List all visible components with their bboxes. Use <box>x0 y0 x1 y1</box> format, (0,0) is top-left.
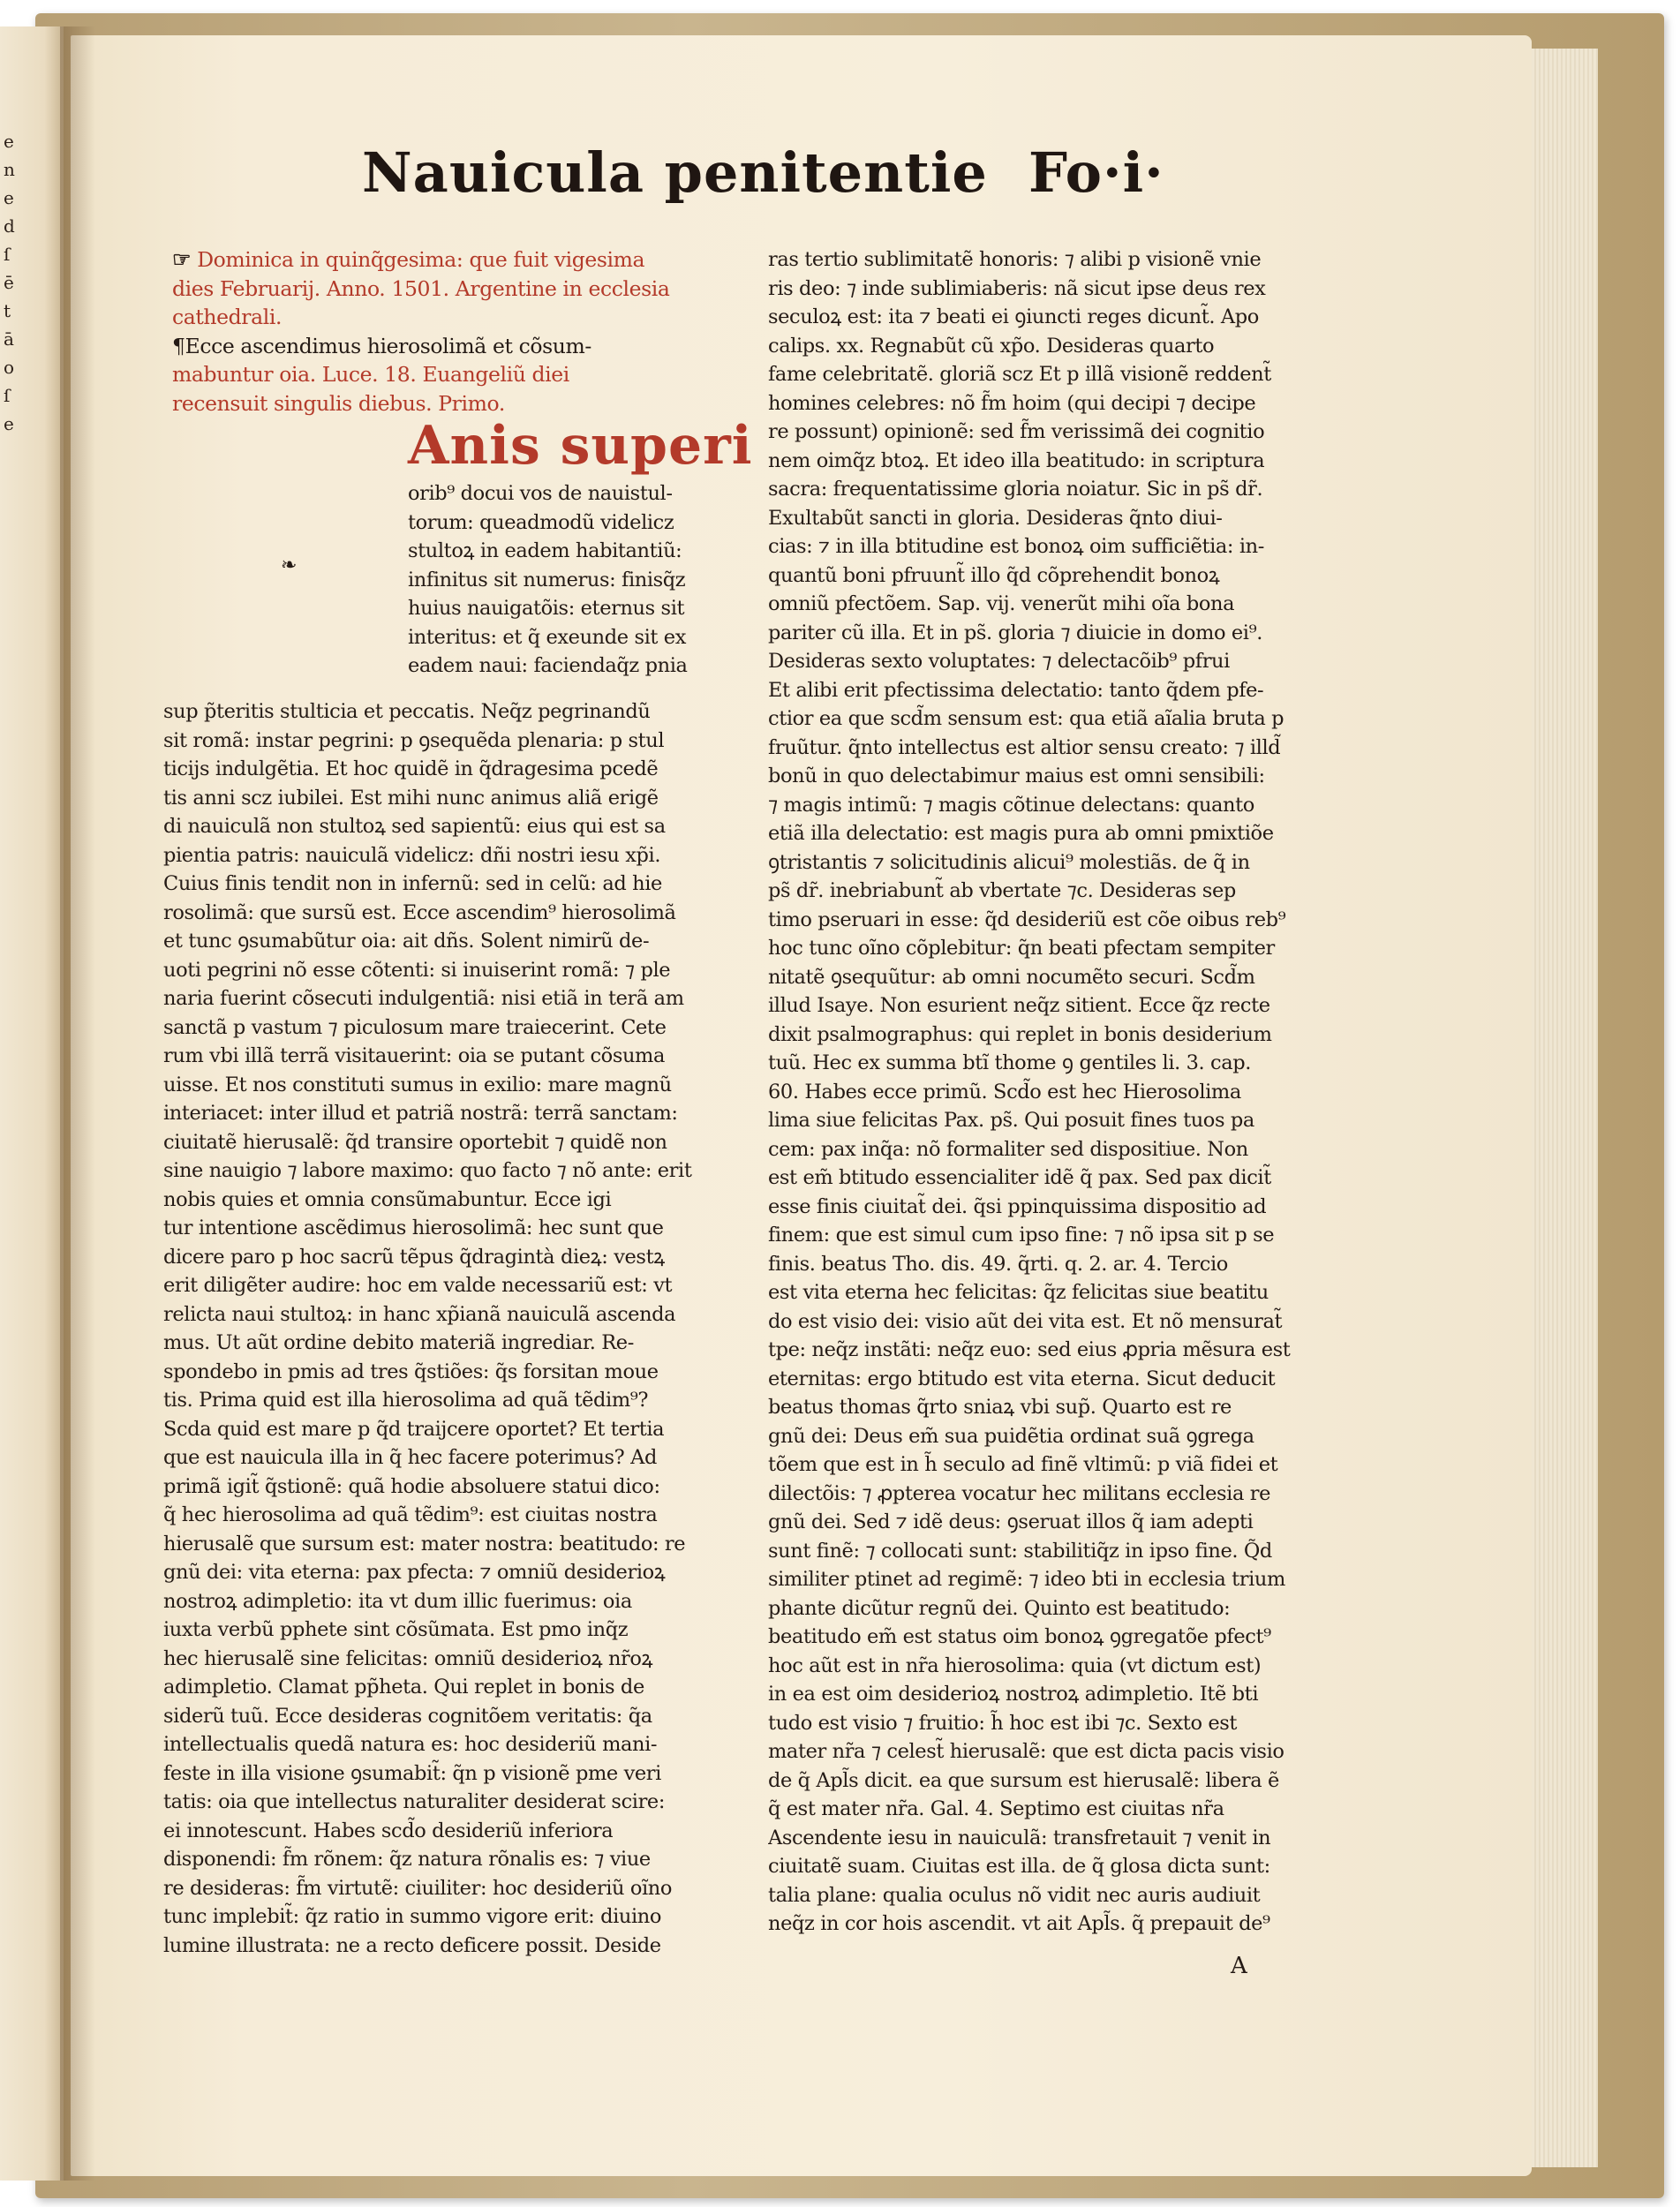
text-line: spondebo in pmis ad tres q̃stiões: q̃s forsitan moue <box>163 1360 659 1383</box>
text-line: tpe: neq̃z instãti: neq̃z euo: sed eius ꝓpria mẽsura est <box>768 1338 1291 1361</box>
rubric-line: cathedrali. <box>172 305 283 329</box>
text-line: tur intentione ascẽdimus hierosolimã: hec sunt que <box>163 1216 664 1239</box>
gospel-line: recensuit singulis diebus. Primo. <box>172 390 505 416</box>
rubric-block <box>172 245 737 418</box>
left-page-fragment: e <box>4 131 14 152</box>
text-line: re desideras: f̃m virtutẽ: ciuiliter: hoc desideriũ oĩno <box>163 1876 673 1900</box>
text-line: tuũ. Hec ex summa btĩ thome ꝯ gentiles li. 3. cap. <box>768 1051 1252 1074</box>
text-line: homines celebres: nõ f̃m hoim (qui decipi ⁊ decipe <box>768 391 1256 415</box>
left-page-edge <box>0 26 64 2181</box>
text-line: ris deo: ⁊ inde sublimiaberis: nã sicut ipse deus rex <box>768 276 1266 300</box>
fleuron-icon: ❧ <box>281 554 298 576</box>
text-line: sunt finẽ: ⁊ collocati sunt: stabilitiq̃z in ipso fine. Q̃d <box>768 1539 1272 1563</box>
text-line: phante dicũtur regnũ dei. Quinto est beatitudo: <box>768 1596 1231 1620</box>
text-line: ei innotescunt. Habes scd̃o desideriũ inferiora <box>163 1819 614 1842</box>
text-line: Ascendente iesu in nauiculã: transfretauit ⁊ venit in <box>768 1826 1271 1849</box>
text-line: sine nauigio ⁊ labore maximo: quo facto ⁊ nõ ante: erit <box>163 1159 692 1182</box>
text-line: ⁊ magis intimũ: ⁊ magis cõtinue delectans: quanto <box>768 793 1254 817</box>
text-line: et tunc ꝯsumabũtur oia: ait dñs. Solent nimirũ de- <box>163 930 650 953</box>
left-page-fragment: n <box>4 159 15 180</box>
pointing-hand-icon: ☞ <box>172 246 192 272</box>
text-line: de q̃ Apl̃s dicit. ea que sursum est hierusalẽ: libera ẽ <box>768 1768 1279 1792</box>
text-line: interitus: et q̃ exeunde sit ex <box>408 625 686 649</box>
text-line: gnũ dei. Sed ⁊ idẽ deus: ꝯseruat illos q̃ iam adepti <box>768 1510 1254 1533</box>
text-line: tudo est visio ⁊ fruitio: h̃ hoc est ibi ⁊c. Sexto est <box>768 1711 1238 1735</box>
text-line: neq̃z in cor hois ascendit. vt ait Apl̃s. q̃ prepauit de⁹ <box>768 1912 1270 1935</box>
text-line: hoc tunc oĩno cõplebitur: q̃n beati pfectam sempiter <box>768 937 1275 960</box>
text-line: tunc implebit̃: q̃z ratio in summo vigore erit: diuino <box>163 1905 662 1928</box>
text-line: timo pseruari in esse: q̃d desideriũ est cõe oibus reb⁹ <box>768 908 1286 931</box>
text-line: disponendi: f̃m rõnem: q̃z natura rõnalis es: ⁊ viue <box>163 1848 651 1871</box>
text-line: pariter cũ illa. Et in ps̃. gloria ⁊ diuicie in domo ei⁹. <box>768 621 1262 644</box>
text-line: Scda quid est mare p q̃d traijcere oportet? Et tertia <box>163 1417 665 1441</box>
text-line: Cuius finis tendit non in infernũ: sed in celũ: ad hie <box>163 872 662 895</box>
right-column <box>768 245 1342 1939</box>
text-line: nitatẽ ꝯsequũtur: ab omni nocumẽto securi. Scd̃m <box>768 965 1255 989</box>
text-line: dilectõis: ⁊ ꝓpterea vocatur hec militans ecclesia re <box>768 1481 1270 1505</box>
left-page-fragment: ſ <box>4 244 11 265</box>
text-line: rosolimã: que sursũ est. Ecce ascendim⁹ hierosolimã <box>163 900 676 924</box>
running-head-title: Nauicula penitentie <box>362 140 988 205</box>
gospel-line <box>172 332 737 361</box>
text-line: fame celebritatẽ. gloriã scz Et p illã visionẽ reddent̃ <box>768 363 1271 386</box>
text-line: hoc aũt est in nr̃a hierosolima: quia (vt dictum est) <box>768 1653 1262 1677</box>
text-line: Exultabũt sancti in gloria. Desideras q̃nto diui- <box>768 506 1223 530</box>
text-line: finis. beatus Tho. dis. 49. q̃rti. q. 2. ar. 4. Tercio <box>768 1252 1228 1276</box>
signature-mark: A <box>1231 1953 1247 1979</box>
text-line: nostroꝝ adimpletio: ita vt dum illic fuerimus: oia <box>163 1589 632 1613</box>
text-line: mus. Ut aũt ordine debito materiã ingrediar. Re- <box>163 1331 634 1354</box>
text-line: do est visio dei: visio aũt dei vita est. Et nõ mensurat̃ <box>768 1309 1283 1333</box>
text-line: fruũtur. q̃nto intellectus est altior sensu creato: ⁊ illd̃ <box>768 735 1281 759</box>
text-line: esse finis ciuitat̃ dei. q̃si ppinquissima dispositio ad <box>768 1194 1267 1218</box>
text-line: infinitus sit numerus: finisq̃z <box>408 568 686 591</box>
text-line: est vita eterna hec felicitas: q̃z felicitas siue beatitu <box>768 1281 1269 1304</box>
text-line: adimpletio. Clamat pp̃heta. Qui replet in bonis de <box>163 1676 644 1699</box>
text-line: mater nr̃a ⁊ celest̃ hierusalẽ: que est dicta pacis visio <box>768 1740 1284 1763</box>
text-line: hec hierusalẽ sine felicitas: omniũ desiderioꝝ nr̃oꝝ <box>163 1646 653 1670</box>
text-line: dixit psalmographus: qui replet in bonis desiderium <box>768 1022 1272 1046</box>
text-line: eternitas: ergo btitudo est vita eterna. Sicut deducit <box>768 1367 1276 1390</box>
left-page-fragment: e <box>4 187 14 208</box>
text-line: quantũ boni pfruunt̃ illo q̃d cõprehendit bonoꝝ <box>768 563 1220 587</box>
text-line: sup p̃teritis stulticia et peccatis. Neq̃z pegrinandũ <box>163 700 651 723</box>
text-line: similiter ptinet ad regimẽ: ⁊ ideo bti in ecclesia trium <box>768 1568 1285 1591</box>
text-line: uoti pegrini nõ esse cõtenti: si inuiserint romã: ⁊ ple <box>163 958 671 982</box>
text-line: seculoꝝ est: ita ⁊ beati ei ꝯiuncti reges dicunt̃. Apo <box>768 305 1259 328</box>
text-line: interiacet: inter illud et patriã nostrã: terrã sanctam: <box>163 1102 678 1125</box>
text-line: gnũ dei: Deus em̃ sua puidẽtia ordinat suã ꝯgrega <box>768 1424 1254 1448</box>
text-line: intellectualis quedã natura es: hoc desideriũ mani- <box>163 1733 658 1756</box>
rubric-line: dies Februarij. Anno. 1501. Argentine in ecclesia <box>172 275 670 301</box>
text-line: Desideras sexto voluptates: ⁊ delectacõib⁹ pfrui <box>768 650 1230 673</box>
text-line: beatitudo em̃ est status oim bonoꝝ ꝯgregatõe pfect⁹ <box>768 1625 1271 1648</box>
folio-number: Fo·i· <box>1028 140 1164 205</box>
text-line: rum vbi illã terrã visitauerint: oia se putant cõsuma <box>163 1044 666 1067</box>
text-line: iuxta verbũ pphete sint cõsũmata. Est pmo inq̃z <box>163 1618 629 1641</box>
text-line: tatis: oia que intellectus naturaliter desiderat scire: <box>163 1790 666 1813</box>
text-line: di nauiculã non stultoꝝ sed sapientũ: eius qui est sa <box>163 815 666 838</box>
text-line: nobis quies et omnia consũmabuntur. Ecce igi <box>163 1187 612 1211</box>
text-line: ps̃ dr̃. inebriabunt̃ ab vbertate ⁊c. Desideras sep <box>768 879 1236 902</box>
text-line: ciuitatẽ hierusalẽ: q̃d transire oportebit ⁊ quidẽ non <box>163 1130 667 1154</box>
text-line: nem oimq̃z btoꝝ. Et ideo illa beatitudo: in scriptura <box>768 448 1265 472</box>
text-line: tis anni scz iubilei. Est mihi nunc animus aliã erigẽ <box>163 786 659 810</box>
text-line: primã igit̃ q̃stionẽ: quã hodie absoluere statui dico: <box>163 1474 660 1498</box>
text-line: talia plane: qualia oculus nõ vidit nec auris audiuit <box>768 1883 1261 1907</box>
left-column <box>163 697 739 1960</box>
text-line: hierusalẽ que sursum est: mater nostra: beatitudo: re <box>163 1532 686 1555</box>
text-line: orib⁹ docui vos de nauistul- <box>408 482 673 505</box>
text-line: ras tertio sublimitatẽ honoris: ⁊ alibi p visionẽ vnie <box>768 248 1262 271</box>
left-page-fragment: d <box>4 215 15 237</box>
rubric-text: Dominica in quinq̃gesima: que fuit vigesima <box>197 247 645 272</box>
text-line: ticijs indulgẽtia. Et hoc quidẽ in q̃dragesima pcedẽ <box>163 757 659 780</box>
text-line: 60. Habes ecce primũ. Scd̃o est hec Hierosolima <box>768 1080 1241 1104</box>
text-line: finem: que est simul cum ipso fine: ⁊ nõ ipsa sit p se <box>768 1224 1275 1247</box>
text-line: re possunt) opinionẽ: sed f̃m verissimã dei cognitio <box>768 420 1265 443</box>
left-page-fragment: ſ <box>4 385 11 406</box>
text-line: tõem que est in h̃ seculo ad finẽ vltimũ: p viã fidei et <box>768 1453 1278 1476</box>
paragraph-mark-icon: ¶ <box>172 333 185 358</box>
text-line: lima siue felicitas Pax. ps̃. Qui posuit fines tuos pa <box>768 1109 1254 1132</box>
text-line: ciuitatẽ suam. Ciuitas est illa. de q̃ glosa dicta sunt: <box>768 1855 1270 1878</box>
text-line: uisse. Et nos constituti sumus in exilio: mare magnũ <box>163 1073 672 1096</box>
text-line: cem: pax inq̃a: nõ formaliter sed dispositiue. Non <box>768 1137 1248 1161</box>
left-page-fragment: o <box>4 357 15 378</box>
left-page-fragment: ā <box>4 328 14 350</box>
text-line: cias: ⁊ in illa btitudine est bonoꝝ oim sufficiẽtia: in- <box>768 535 1264 558</box>
text-line: tis. Prima quid est illa hierosolima ad quã tẽdim⁹? <box>163 1389 649 1412</box>
text-line: omniũ pfectõem. Sap. vij. venerũt mihi oĩa bona <box>768 592 1235 615</box>
rubric-line <box>172 245 737 275</box>
text-line: calips. xx. Regnabũt cũ xp̃o. Desideras quarto <box>768 334 1215 358</box>
left-column-indented <box>408 479 739 681</box>
gospel-text: Ecce ascendimus hierosolimã et cõsum- <box>185 333 591 358</box>
text-line: torum: queadmodũ videlicz <box>408 510 674 534</box>
text-line: ꝯtristantis ⁊ solicitudinis alicui⁹ molestiãs. de q̃ in <box>768 850 1250 874</box>
text-line: sanctã p vastum ⁊ piculosum mare traiecerint. Cete <box>163 1015 667 1039</box>
text-line: etiã illa delectatio: est magis pura ab omni pmixtiõe <box>768 822 1274 845</box>
left-page-fragment: ē <box>4 272 14 293</box>
text-line: stultoꝝ in eadem habitantiũ: <box>408 539 682 562</box>
text-line: in ea est oim desiderioꝝ nostroꝝ adimpletio. Itẽ bti <box>768 1683 1259 1706</box>
page-edges <box>1527 49 1598 2167</box>
text-line: q̃ hec hierosolima ad quã tẽdim⁹: est ciuitas nostra <box>163 1503 658 1526</box>
text-line: Et alibi erit pfectissima delectatio: tanto q̃dem pfe- <box>768 678 1264 702</box>
left-page-fragment: t <box>4 300 11 321</box>
gutter-shadow <box>60 26 95 2181</box>
text-line: feste in illa visione ꝯsumabit̃: q̃n p visionẽ pme veri <box>163 1761 661 1785</box>
rubricated-initial: Anis superi <box>408 415 753 477</box>
text-line: bonũ in quo delectabimur maius est omni sensibili: <box>768 765 1265 787</box>
text-line: gnũ dei: vita eterna: pax pfecta: ⁊ omniũ desiderioꝝ <box>163 1561 666 1584</box>
text-line: relicta naui stultoꝝ: in hanc xp̃ianã nauiculã ascenda <box>163 1302 676 1326</box>
gospel-line: mabuntur oia. Luce. 18. Euangeliũ diei <box>172 362 569 387</box>
text-line: beatus thomas q̃rto sniaꝝ vbi sup̃. Quarto est re <box>768 1396 1232 1419</box>
text-line: lumine illustrata: ne a recto deficere possit. Deside <box>163 1933 661 1957</box>
text-line: siderũ tuũ. Ecce desideras cognitõem veritatis: q̃a <box>163 1704 652 1728</box>
text-line: naria fuerint cõsecuti indulgentiã: nisi etiã in terã am <box>163 987 684 1010</box>
text-line: erit diligẽter audire: hoc em valde necessariũ est: vt <box>163 1274 673 1297</box>
text-line: huius nauigatõis: eternus sit <box>408 597 685 620</box>
text-line: q̃ est mater nr̃a. Gal. 4. Septimo est ciuitas nr̃a <box>768 1797 1224 1820</box>
text-line: dicere paro p hoc sacrũ tẽpus q̃dragintà dieꝝ: vestꝝ <box>163 1245 665 1269</box>
text-line: est em̃ btitudo essencialiter idẽ q̃ pax. Sed pax dicit̃ <box>768 1166 1271 1189</box>
left-page-fragment: e <box>4 413 14 434</box>
text-line: eadem naui: faciendaq̃z pnia <box>408 654 688 677</box>
text-line: sacra: frequentatissime gloria noiatur. Sic in ps̃ dr̃. <box>768 478 1263 501</box>
text-line: pientia patris: nauiculã videlicz: dñi nostri iesu xp̃i. <box>163 843 661 867</box>
text-line: sit romã: instar pegrini: p ꝯsequẽda plenaria: p stul <box>163 728 665 752</box>
text-line: illud Isaye. Non esurient neq̃z sitient. Ecce q̃z recte <box>768 994 1270 1017</box>
text-line: que est nauicula illa in q̃ hec facere poterimus? Ad <box>163 1446 657 1469</box>
text-line: ctior ea que scd̃m sensum est: qua etiã aĩalia bruta p <box>768 707 1284 730</box>
